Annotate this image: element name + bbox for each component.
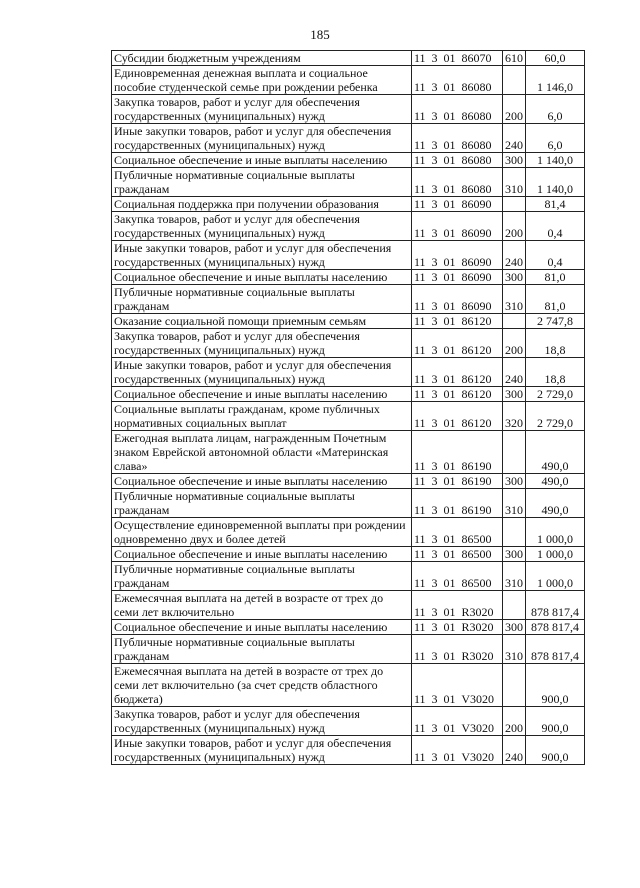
- amount-cell: 878 817,4: [526, 635, 585, 664]
- expense-type-code-cell: 310: [503, 168, 526, 197]
- amount-cell: 1 000,0: [526, 562, 585, 591]
- expense-name-cell: Социальное обеспечение и иные выплаты населению: [112, 270, 412, 285]
- amount-cell: 1 140,0: [526, 153, 585, 168]
- expense-name-cell: Социальное обеспечение и иные выплаты населению: [112, 153, 412, 168]
- expense-type-code-cell: 240: [503, 736, 526, 765]
- page-number: 185: [310, 27, 330, 42]
- target-article-code-cell: 11 3 01 86070: [412, 51, 503, 66]
- amount-cell: 1 000,0: [526, 547, 585, 562]
- amount-cell: 60,0: [526, 51, 585, 66]
- table-row: [112, 474, 585, 489]
- amount-cell: 81,0: [526, 285, 585, 314]
- amount-cell: 900,0: [526, 707, 585, 736]
- expense-type-code-cell: [503, 431, 526, 474]
- amount-cell: 0,4: [526, 212, 585, 241]
- target-article-code-cell: 11 3 01 V3020: [412, 736, 503, 765]
- amount-cell: 18,8: [526, 358, 585, 387]
- amount-cell: 900,0: [526, 736, 585, 765]
- table-row: [112, 314, 585, 329]
- table-row: [112, 562, 585, 591]
- table-row: [112, 664, 585, 707]
- expense-name-cell: Иные закупки товаров, работ и услуг для обеспечения государственных (муниципальных) нужд: [112, 358, 412, 387]
- expense-type-code-cell: 200: [503, 95, 526, 124]
- amount-cell: 18,8: [526, 329, 585, 358]
- expense-name-cell: Ежемесячная выплата на детей в возрасте от трех до семи лет включительно: [112, 591, 412, 620]
- expense-type-code-cell: 300: [503, 620, 526, 635]
- table-row: [112, 489, 585, 518]
- expense-name-cell: Публичные нормативные социальные выплаты гражданам: [112, 168, 412, 197]
- expense-name-cell: Закупка товаров, работ и услуг для обеспечения государственных (муниципальных) нужд: [112, 212, 412, 241]
- table-row: [112, 387, 585, 402]
- amount-cell: 1 140,0: [526, 168, 585, 197]
- expense-name-cell: Иные закупки товаров, работ и услуг для обеспечения государственных (муниципальных) нужд: [112, 124, 412, 153]
- expense-name-cell: Субсидии бюджетным учреждениям: [112, 51, 412, 66]
- table-row: [112, 358, 585, 387]
- table-row: [112, 431, 585, 474]
- expense-name-cell: Оказание социальной помощи приемным семьям: [112, 314, 412, 329]
- table-row: [112, 95, 585, 124]
- target-article-code-cell: 11 3 01 86190: [412, 474, 503, 489]
- expense-name-cell: Публичные нормативные социальные выплаты гражданам: [112, 635, 412, 664]
- expense-type-code-cell: [503, 314, 526, 329]
- expense-name-cell: Иные закупки товаров, работ и услуг для обеспечения государственных (муниципальных) нужд: [112, 736, 412, 765]
- expense-type-code-cell: 320: [503, 402, 526, 431]
- table-row: [112, 212, 585, 241]
- amount-cell: 878 817,4: [526, 591, 585, 620]
- amount-cell: 1 000,0: [526, 518, 585, 547]
- target-article-code-cell: 11 3 01 86500: [412, 518, 503, 547]
- target-article-code-cell: 11 3 01 86090: [412, 285, 503, 314]
- table-row: [112, 518, 585, 547]
- target-article-code-cell: 11 3 01 86120: [412, 402, 503, 431]
- table-row: [112, 736, 585, 765]
- expense-name-cell: Закупка товаров, работ и услуг для обеспечения государственных (муниципальных) нужд: [112, 707, 412, 736]
- target-article-code-cell: 11 3 01 86120: [412, 329, 503, 358]
- table-row: [112, 285, 585, 314]
- expense-type-code-cell: 240: [503, 124, 526, 153]
- expense-name-cell: Закупка товаров, работ и услуг для обеспечения государственных (муниципальных) нужд: [112, 329, 412, 358]
- amount-cell: 490,0: [526, 489, 585, 518]
- table-row: [112, 402, 585, 431]
- expense-name-cell: Ежегодная выплата лицам, награжденным Почетным знаком Еврейской автономной области «Материнская слава»: [112, 431, 412, 474]
- expense-type-code-cell: 200: [503, 212, 526, 241]
- target-article-code-cell: 11 3 01 86080: [412, 124, 503, 153]
- expense-type-code-cell: 240: [503, 358, 526, 387]
- target-article-code-cell: 11 3 01 86080: [412, 95, 503, 124]
- amount-cell: 2 729,0: [526, 402, 585, 431]
- target-article-code-cell: 11 3 01 86500: [412, 547, 503, 562]
- expense-name-cell: Социальное обеспечение и иные выплаты населению: [112, 387, 412, 402]
- expense-name-cell: Осуществление единовременной выплаты при рождении одновременно двух и более детей: [112, 518, 412, 547]
- expense-type-code-cell: 240: [503, 241, 526, 270]
- amount-cell: 490,0: [526, 474, 585, 489]
- budget-table-body: [112, 51, 585, 765]
- expense-type-code-cell: 310: [503, 562, 526, 591]
- target-article-code-cell: 11 3 01 86080: [412, 153, 503, 168]
- expense-name-cell: Ежемесячная выплата на детей в возрасте от трех до семи лет включительно (за счет средств областного бюджета): [112, 664, 412, 707]
- amount-cell: 0,4: [526, 241, 585, 270]
- expense-name-cell: Социальное обеспечение и иные выплаты населению: [112, 620, 412, 635]
- expense-type-code-cell: [503, 66, 526, 95]
- target-article-code-cell: 11 3 01 V3020: [412, 707, 503, 736]
- table-row: [112, 197, 585, 212]
- target-article-code-cell: 11 3 01 86120: [412, 358, 503, 387]
- expense-type-code-cell: [503, 664, 526, 707]
- target-article-code-cell: 11 3 01 86190: [412, 431, 503, 474]
- expense-name-cell: Закупка товаров, работ и услуг для обеспечения государственных (муниципальных) нужд: [112, 95, 412, 124]
- amount-cell: 878 817,4: [526, 620, 585, 635]
- expense-type-code-cell: [503, 518, 526, 547]
- expense-type-code-cell: 310: [503, 635, 526, 664]
- amount-cell: 6,0: [526, 95, 585, 124]
- table-row: [112, 707, 585, 736]
- target-article-code-cell: 11 3 01 86090: [412, 270, 503, 285]
- table-row: [112, 153, 585, 168]
- expense-type-code-cell: 200: [503, 329, 526, 358]
- amount-cell: 81,4: [526, 197, 585, 212]
- table-row: [112, 635, 585, 664]
- table-row: [112, 241, 585, 270]
- table-row: [112, 547, 585, 562]
- target-article-code-cell: 11 3 01 V3020: [412, 664, 503, 707]
- expense-type-code-cell: 300: [503, 270, 526, 285]
- target-article-code-cell: 11 3 01 R3020: [412, 635, 503, 664]
- target-article-code-cell: 11 3 01 86080: [412, 168, 503, 197]
- expense-type-code-cell: 610: [503, 51, 526, 66]
- expense-type-code-cell: 200: [503, 707, 526, 736]
- expense-name-cell: Социальная поддержка при получении образования: [112, 197, 412, 212]
- expense-name-cell: Публичные нормативные социальные выплаты гражданам: [112, 285, 412, 314]
- expense-name-cell: Иные закупки товаров, работ и услуг для обеспечения государственных (муниципальных) нужд: [112, 241, 412, 270]
- target-article-code-cell: 11 3 01 86090: [412, 241, 503, 270]
- expense-name-cell: Социальные выплаты гражданам, кроме публичных нормативных социальных выплат: [112, 402, 412, 431]
- table-row: [112, 270, 585, 285]
- amount-cell: 81,0: [526, 270, 585, 285]
- table-row: [112, 66, 585, 95]
- expense-name-cell: Публичные нормативные социальные выплаты гражданам: [112, 562, 412, 591]
- target-article-code-cell: 11 3 01 86090: [412, 197, 503, 212]
- table-row: [112, 329, 585, 358]
- expense-name-cell: Социальное обеспечение и иные выплаты населению: [112, 474, 412, 489]
- budget-table: [111, 50, 585, 765]
- expense-name-cell: Единовременная денежная выплата и социальное пособие студенческой семье при рождении ребенка: [112, 66, 412, 95]
- expense-name-cell: Публичные нормативные социальные выплаты гражданам: [112, 489, 412, 518]
- expense-type-code-cell: 310: [503, 489, 526, 518]
- target-article-code-cell: 11 3 01 86120: [412, 314, 503, 329]
- amount-cell: 2 747,8: [526, 314, 585, 329]
- target-article-code-cell: 11 3 01 86120: [412, 387, 503, 402]
- expense-type-code-cell: 300: [503, 153, 526, 168]
- expense-name-cell: Социальное обеспечение и иные выплаты населению: [112, 547, 412, 562]
- target-article-code-cell: 11 3 01 R3020: [412, 591, 503, 620]
- amount-cell: 490,0: [526, 431, 585, 474]
- target-article-code-cell: 11 3 01 86080: [412, 66, 503, 95]
- amount-cell: 6,0: [526, 124, 585, 153]
- expense-type-code-cell: 300: [503, 547, 526, 562]
- expense-type-code-cell: 310: [503, 285, 526, 314]
- expense-type-code-cell: [503, 197, 526, 212]
- expense-type-code-cell: 300: [503, 387, 526, 402]
- expense-type-code-cell: [503, 591, 526, 620]
- amount-cell: 2 729,0: [526, 387, 585, 402]
- target-article-code-cell: 11 3 01 86500: [412, 562, 503, 591]
- target-article-code-cell: 11 3 01 86090: [412, 212, 503, 241]
- table-row: [112, 51, 585, 66]
- amount-cell: 900,0: [526, 664, 585, 707]
- amount-cell: 1 146,0: [526, 66, 585, 95]
- table-row: [112, 168, 585, 197]
- table-row: [112, 124, 585, 153]
- table-row: [112, 591, 585, 620]
- expense-type-code-cell: 300: [503, 474, 526, 489]
- target-article-code-cell: 11 3 01 86190: [412, 489, 503, 518]
- table-row: [112, 620, 585, 635]
- target-article-code-cell: 11 3 01 R3020: [412, 620, 503, 635]
